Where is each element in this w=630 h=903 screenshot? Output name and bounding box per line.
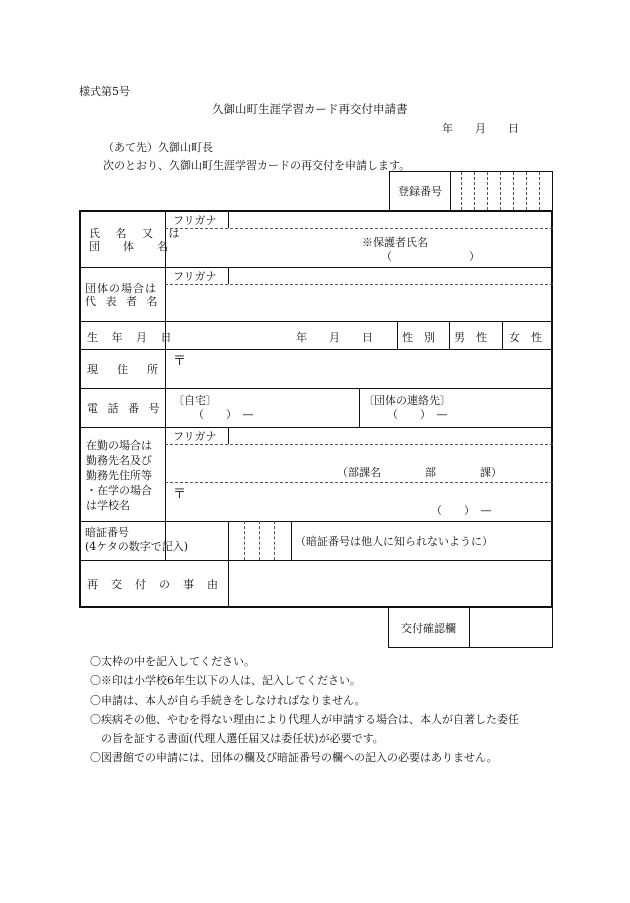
note-item: 〇太枠の中を記入してください。 — [90, 655, 255, 668]
workplace-furigana-label: フリガナ — [173, 430, 217, 443]
gender-label: 性 別 — [402, 331, 435, 344]
intro-text: 次のとおり、久御山町生涯学習カードの再交付を申請します。 — [103, 159, 411, 172]
note-item: 〇図書館での申請には、団体の欄及び暗証番号の欄への記入の必要はありません。 — [90, 751, 498, 765]
note-item: 〇※印は小学校6年生以下の人は、記入してください。 — [90, 674, 361, 688]
date-line: 年 月 日 — [442, 122, 519, 135]
notes — [90, 652, 519, 768]
representative-label: 団体の場合は 代 表 者 名 — [85, 282, 161, 308]
workplace-label: 在勤の場合は 勤務先名及び 勤務先住所等 ・在学の場合 は学校名 — [86, 439, 152, 512]
phone-label: 電 話 番 号 — [87, 402, 163, 415]
home-phone-label: 〔自宅〕 — [173, 394, 217, 407]
home-phone-format: （ ） — — [193, 408, 254, 421]
female-option: 女 性 — [509, 331, 542, 344]
form-title: 久御山町生涯学習カード再交付申請書 — [212, 102, 408, 116]
name-furigana-label: フリガナ — [173, 214, 217, 227]
workplace-postal-mark: 〒 — [173, 487, 187, 502]
group-phone-format: （ ） — — [387, 408, 448, 421]
reissue-reason-label: 再 交 付 の 事 由 — [87, 578, 219, 591]
addressee: （あて先）久御山町長 — [103, 141, 213, 154]
guardian-name-label: ※保護者氏名 — [362, 236, 428, 249]
registration-number-label: 登録番号 — [398, 185, 442, 198]
note-item: 〇疾病その他、やむを得ない理由により代理人が申請する場合は、本人が自著した委任 — [90, 712, 519, 726]
form-number: 様式第5号 — [79, 85, 130, 98]
pin-label: 暗証番号 (4ケタの数字で記入) — [85, 526, 189, 553]
address-label: 現 住 所 — [87, 363, 162, 376]
note-item: 〇申請は、本人が自ら手続きをしなければなりません。 — [90, 693, 366, 707]
registration-number-box — [389, 171, 553, 211]
issue-confirmation-label: 交付確認欄 — [401, 622, 456, 635]
group-contact-label: 〔団体の連絡先〕 — [363, 394, 451, 407]
department-line: （部課名 部 課） — [337, 466, 502, 479]
note-item: の旨を証する書面(代理人選任届又は委任状)が必要です。 — [90, 732, 384, 746]
male-option: 男 性 — [454, 331, 487, 344]
birth-date-label: 生 年 月 日 — [87, 331, 177, 344]
address-postal-mark: 〒 — [173, 354, 187, 369]
guardian-name-paren: （ ） — [381, 250, 480, 263]
pin-note: （暗証番号は他人に知られないように） — [295, 535, 493, 548]
application-table — [79, 210, 553, 608]
issue-confirmation-box — [388, 608, 553, 648]
representative-furigana-label: フリガナ — [173, 270, 217, 283]
name-label: 氏 名 又 は 団 体 名 — [89, 227, 186, 253]
workplace-phone-format: （ ） — — [431, 504, 492, 517]
birth-date-format: 年 月 日 — [296, 331, 373, 344]
